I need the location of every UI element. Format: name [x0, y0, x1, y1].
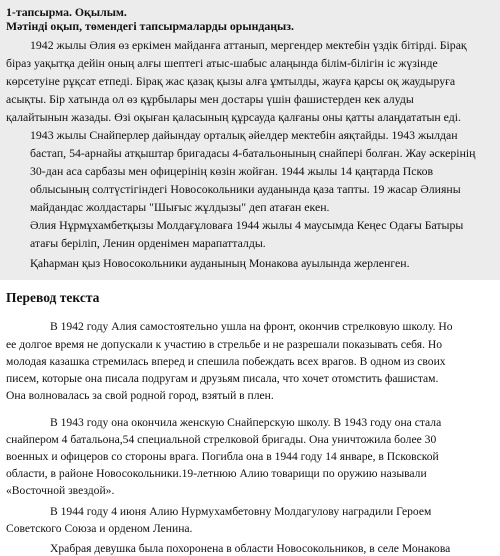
russian-line: В 1944 году 4 июня Алию Нурмухамбетовну Молдагулову наградили Героем — [50, 505, 432, 518]
russian-line: «Восточной звездой». — [6, 484, 115, 497]
russian-line: В 1943 году она окончила женскую Снайперскую школу. В 1943 году она стала — [50, 416, 442, 429]
kazakh-line: 1942 жылы Әлия өз еркімен майданға аттанып, мергендер мектебін үздік бітірді. Бірақ — [30, 38, 467, 52]
task-instruction: Мәтінді оқып, төмендегі тапсырмаларды орындаңыз. — [6, 19, 294, 33]
kazakh-line: 30-дан аса сарбазы мен офицерінің көзін жойған. 1944 жылы 14 қаңтарда Псков — [30, 164, 434, 178]
translation-heading: Перевод текста — [6, 290, 100, 305]
kazakh-line: біраз уақытқа дейін оның алғы шептегі атыс-шабыс алаңында білім-білігін іс жүзінде — [6, 56, 438, 70]
russian-line: Храбрая девушка была похоронена в области Новосокольников, в селе Монакова — [50, 542, 451, 555]
russian-line: молодая казашка стремилась вперед и спешила побеждать всех врагов. В одном из своих — [6, 355, 446, 368]
kazakh-line: атағы берiлiп, Ленин орденiмен марапатталды. — [30, 236, 266, 250]
russian-line: области, в районе Новосокольники.19-летнюю Алию товарищи по оружию называли — [6, 467, 427, 480]
russian-translation-section — [0, 280, 500, 555]
kazakh-line: асықты. Бір хатында ол өз құрбылары мен достары үшін фашистерден кек алуды — [6, 92, 414, 106]
kazakh-line: Қаһарман қыз Новосокольники ауданының Монакова ауылында жерленген. — [30, 256, 410, 270]
kazakh-line: бастап, 54-арнайы атқыштар бригадасы 4-батальонының снайпері болған. Жау әскерінің — [30, 146, 476, 160]
russian-line: Она волновалась за свой родной город, взятый в плен. — [6, 389, 274, 402]
russian-line: военных и офицеров со стороны врага. Погибла она в 1944 году 14 январе, в Псковской — [6, 450, 439, 463]
task-title: 1-тапсырма. Оқылым. — [6, 5, 127, 19]
russian-line: писем, которые она писала подругам и друзьям писала, что хочет отомстить фашистам. — [6, 372, 439, 385]
russian-line: Советского Союза и орденом Ленина. — [6, 522, 193, 535]
kazakh-line: 1943 жылы Снайперлер дайындау орталық әйелдер мектебін аяқтайды. 1943 жылдан — [30, 128, 458, 142]
russian-line: снайпером 4 батальона,54 специальной стрелковой бригады. Она уничтожила более 30 — [6, 433, 437, 446]
kazakh-line: Әлия Нұрмұхамбетқызы Молдағұловаға 1944 жылы 4 маусымда Кеңес Одағы Батыры — [30, 218, 464, 232]
kazakh-line: облысының солтүстігіндегі Новосокольники ауданында қаза тапты. 19 жасар Әлияны — [30, 182, 461, 196]
kazakh-line: қалайтынын жазады. Өзі оқыған қаласының құрсауда қалғаны оны қатты алаңдататын еді. — [6, 110, 461, 124]
russian-line: В 1942 году Алия самостоятельно ушла на фронт, окончив стрелковую школу. Но — [50, 320, 453, 333]
kazakh-line: көрсетуіне рұқсат етпеді. Бірақ жас қазақ қызы алға ұмтылды, жауға қарсы оқ жаудыруға — [6, 74, 456, 88]
kazakh-line: майдандас жолдастары "Шығыс жұлдызы" деп атаған екен. — [30, 200, 330, 214]
russian-line: ее долгое время не допускали к участию в стрельбе и не разрешали показывать себя. Но — [6, 338, 443, 351]
